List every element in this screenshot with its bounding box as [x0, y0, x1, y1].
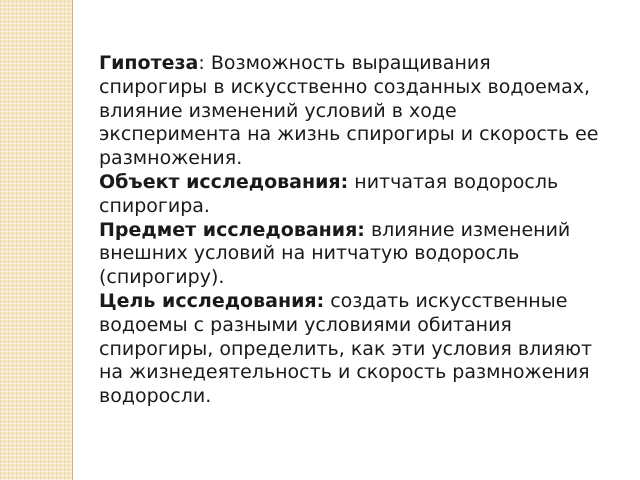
- goal-text: создать искусственные водоемы с разными условиями обитания спирогиры, определить, как эти условия влияют на жизнедеятельность и скорость размножения водоросли.: [99, 289, 593, 408]
- goal-paragraph: [99, 290, 599, 409]
- subject-paragraph: [99, 219, 599, 290]
- hypothesis-paragraph: [99, 52, 599, 171]
- subject-text: влияние изменений внешних условий на нитчатую водоросль (спирогиру).: [99, 218, 571, 289]
- side-divider: [72, 0, 73, 480]
- hypothesis-text: : Возможность выращивания спирогиры в искусственно созданных водоемах, влияние изменений условий в ходе эксперимента на жизнь спирогиры и скорость ее размножения.: [99, 52, 599, 170]
- object-term: Объект исследования:: [99, 170, 349, 193]
- subject-term: Предмет исследования:: [99, 218, 365, 241]
- object-paragraph: [99, 171, 599, 219]
- decorative-side-strip: [0, 0, 72, 480]
- object-text: нитчатая водоросль спирогира.: [99, 170, 559, 217]
- hypothesis-term: Гипотеза: [99, 52, 199, 74]
- goal-term: Цель исследования:: [99, 289, 325, 312]
- slide-content: [99, 52, 599, 409]
